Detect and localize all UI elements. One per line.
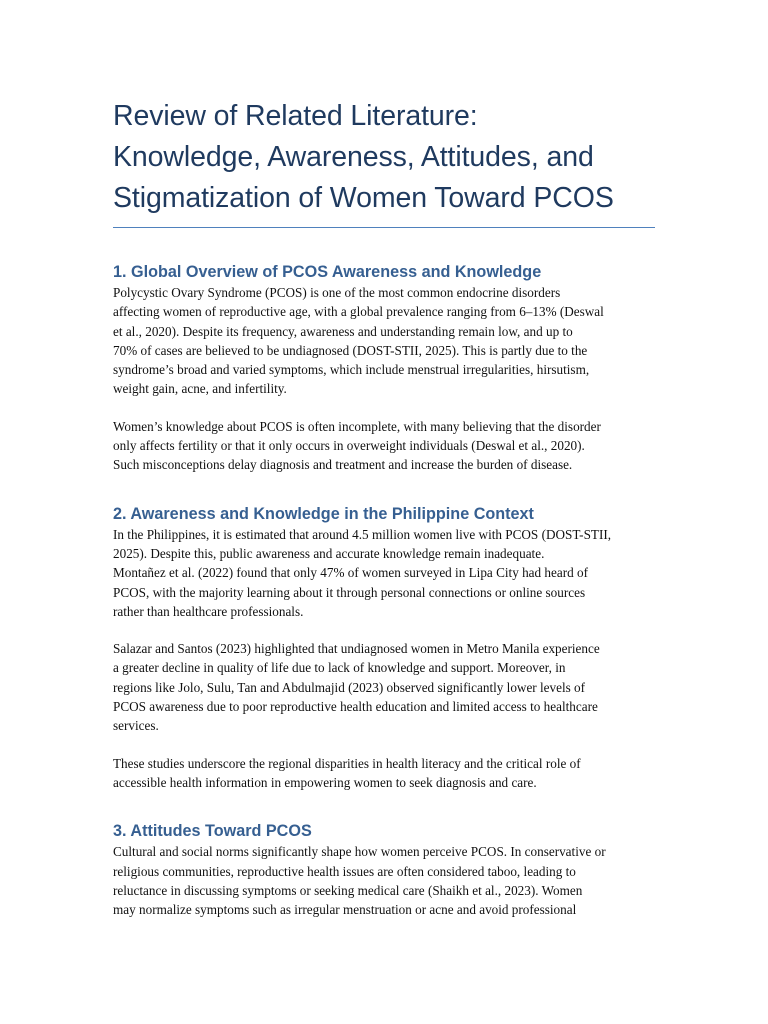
section-attitudes <box>113 820 655 919</box>
paragraph <box>113 639 655 735</box>
text-line: rather than healthcare professionals. <box>113 603 304 619</box>
text-line: weight gain, acne, and infertility. <box>113 381 287 397</box>
paragraph <box>113 842 655 919</box>
title-line: Knowledge, Awareness, Attitudes, and <box>113 141 594 173</box>
paragraph <box>113 283 655 399</box>
section-heading: 3. Attitudes Toward PCOS <box>113 822 312 841</box>
document-page <box>113 96 655 919</box>
text-line: accessible health information in empowering women to seek diagnosis and care. <box>113 774 537 790</box>
paragraph <box>113 525 655 621</box>
text-line: et al., 2020). Despite its frequency, awareness and understanding remain low, and up to <box>113 323 573 339</box>
text-line: a greater decline in quality of life due to lack of knowledge and support. Moreover, in <box>113 660 566 676</box>
text-line: Montañez et al. (2022) found that only 47% of women surveyed in Lipa City had heard of <box>113 565 588 581</box>
text-line: Such misconceptions delay diagnosis and treatment and increase the burden of disease. <box>113 457 573 473</box>
text-line: PCOS, with the majority learning about it through personal connections or online sources <box>113 584 586 600</box>
text-line: 70% of cases are believed to be undiagnosed (DOST-STII, 2025). This is partly due to the <box>113 342 588 358</box>
section-heading: 2. Awareness and Knowledge in the Philippine Context <box>113 504 534 523</box>
text-line: only affects fertility or that it only occurs in overweight individuals (Deswal et al., 2020). <box>113 438 585 454</box>
text-line: regions like Jolo, Sulu, Tan and Abdulmajid (2023) observed significantly lower levels of <box>113 679 586 695</box>
text-line: Women’s knowledge about PCOS is often incomplete, with many believing that the disorder <box>113 418 601 434</box>
text-line: services. <box>113 718 159 734</box>
text-line: may normalize symptoms such as irregular menstruation or acne and avoid professional <box>113 902 577 918</box>
text-line: PCOS awareness due to poor reproductive health education and limited access to healthcare <box>113 699 598 715</box>
text-line: These studies underscore the regional disparities in health literacy and the critical role of <box>113 755 581 771</box>
section-philippine-context <box>113 503 655 793</box>
title-line: Review of Related Literature: <box>113 100 478 132</box>
section-global-overview <box>113 261 655 475</box>
section-heading: 1. Global Overview of PCOS Awareness and Knowledge <box>113 263 542 281</box>
text-line: religious communities, reproductive health issues are often considered taboo, leading to <box>113 863 576 879</box>
text-line: 2025). Despite this, public awareness and accurate knowledge remain inadequate. <box>113 545 545 561</box>
title-line: Stigmatization of Women Toward PCOS <box>113 182 614 214</box>
text-line: syndrome’s broad and varied symptoms, which include menstrual irregularities, hirsutism, <box>113 362 590 378</box>
document-title <box>113 96 655 228</box>
text-line: affecting women of reproductive age, with a global prevalence ranging from 6–13% (Deswal <box>113 304 604 320</box>
text-line: reluctance in discussing symptoms or seeking medical care (Shaikh et al., 2023). Women <box>113 882 583 898</box>
paragraph <box>113 417 655 475</box>
text-line: Salazar and Santos (2023) highlighted that undiagnosed women in Metro Manila experience <box>113 641 600 657</box>
paragraph <box>113 754 655 793</box>
text-line: In the Philippines, it is estimated that around 4.5 million women live with PCOS (DOST-STII, <box>113 526 612 542</box>
text-line: Cultural and social norms significantly shape how women perceive PCOS. In conservative or <box>113 844 606 860</box>
text-line: Polycystic Ovary Syndrome (PCOS) is one of the most common endocrine disorders <box>113 285 561 300</box>
